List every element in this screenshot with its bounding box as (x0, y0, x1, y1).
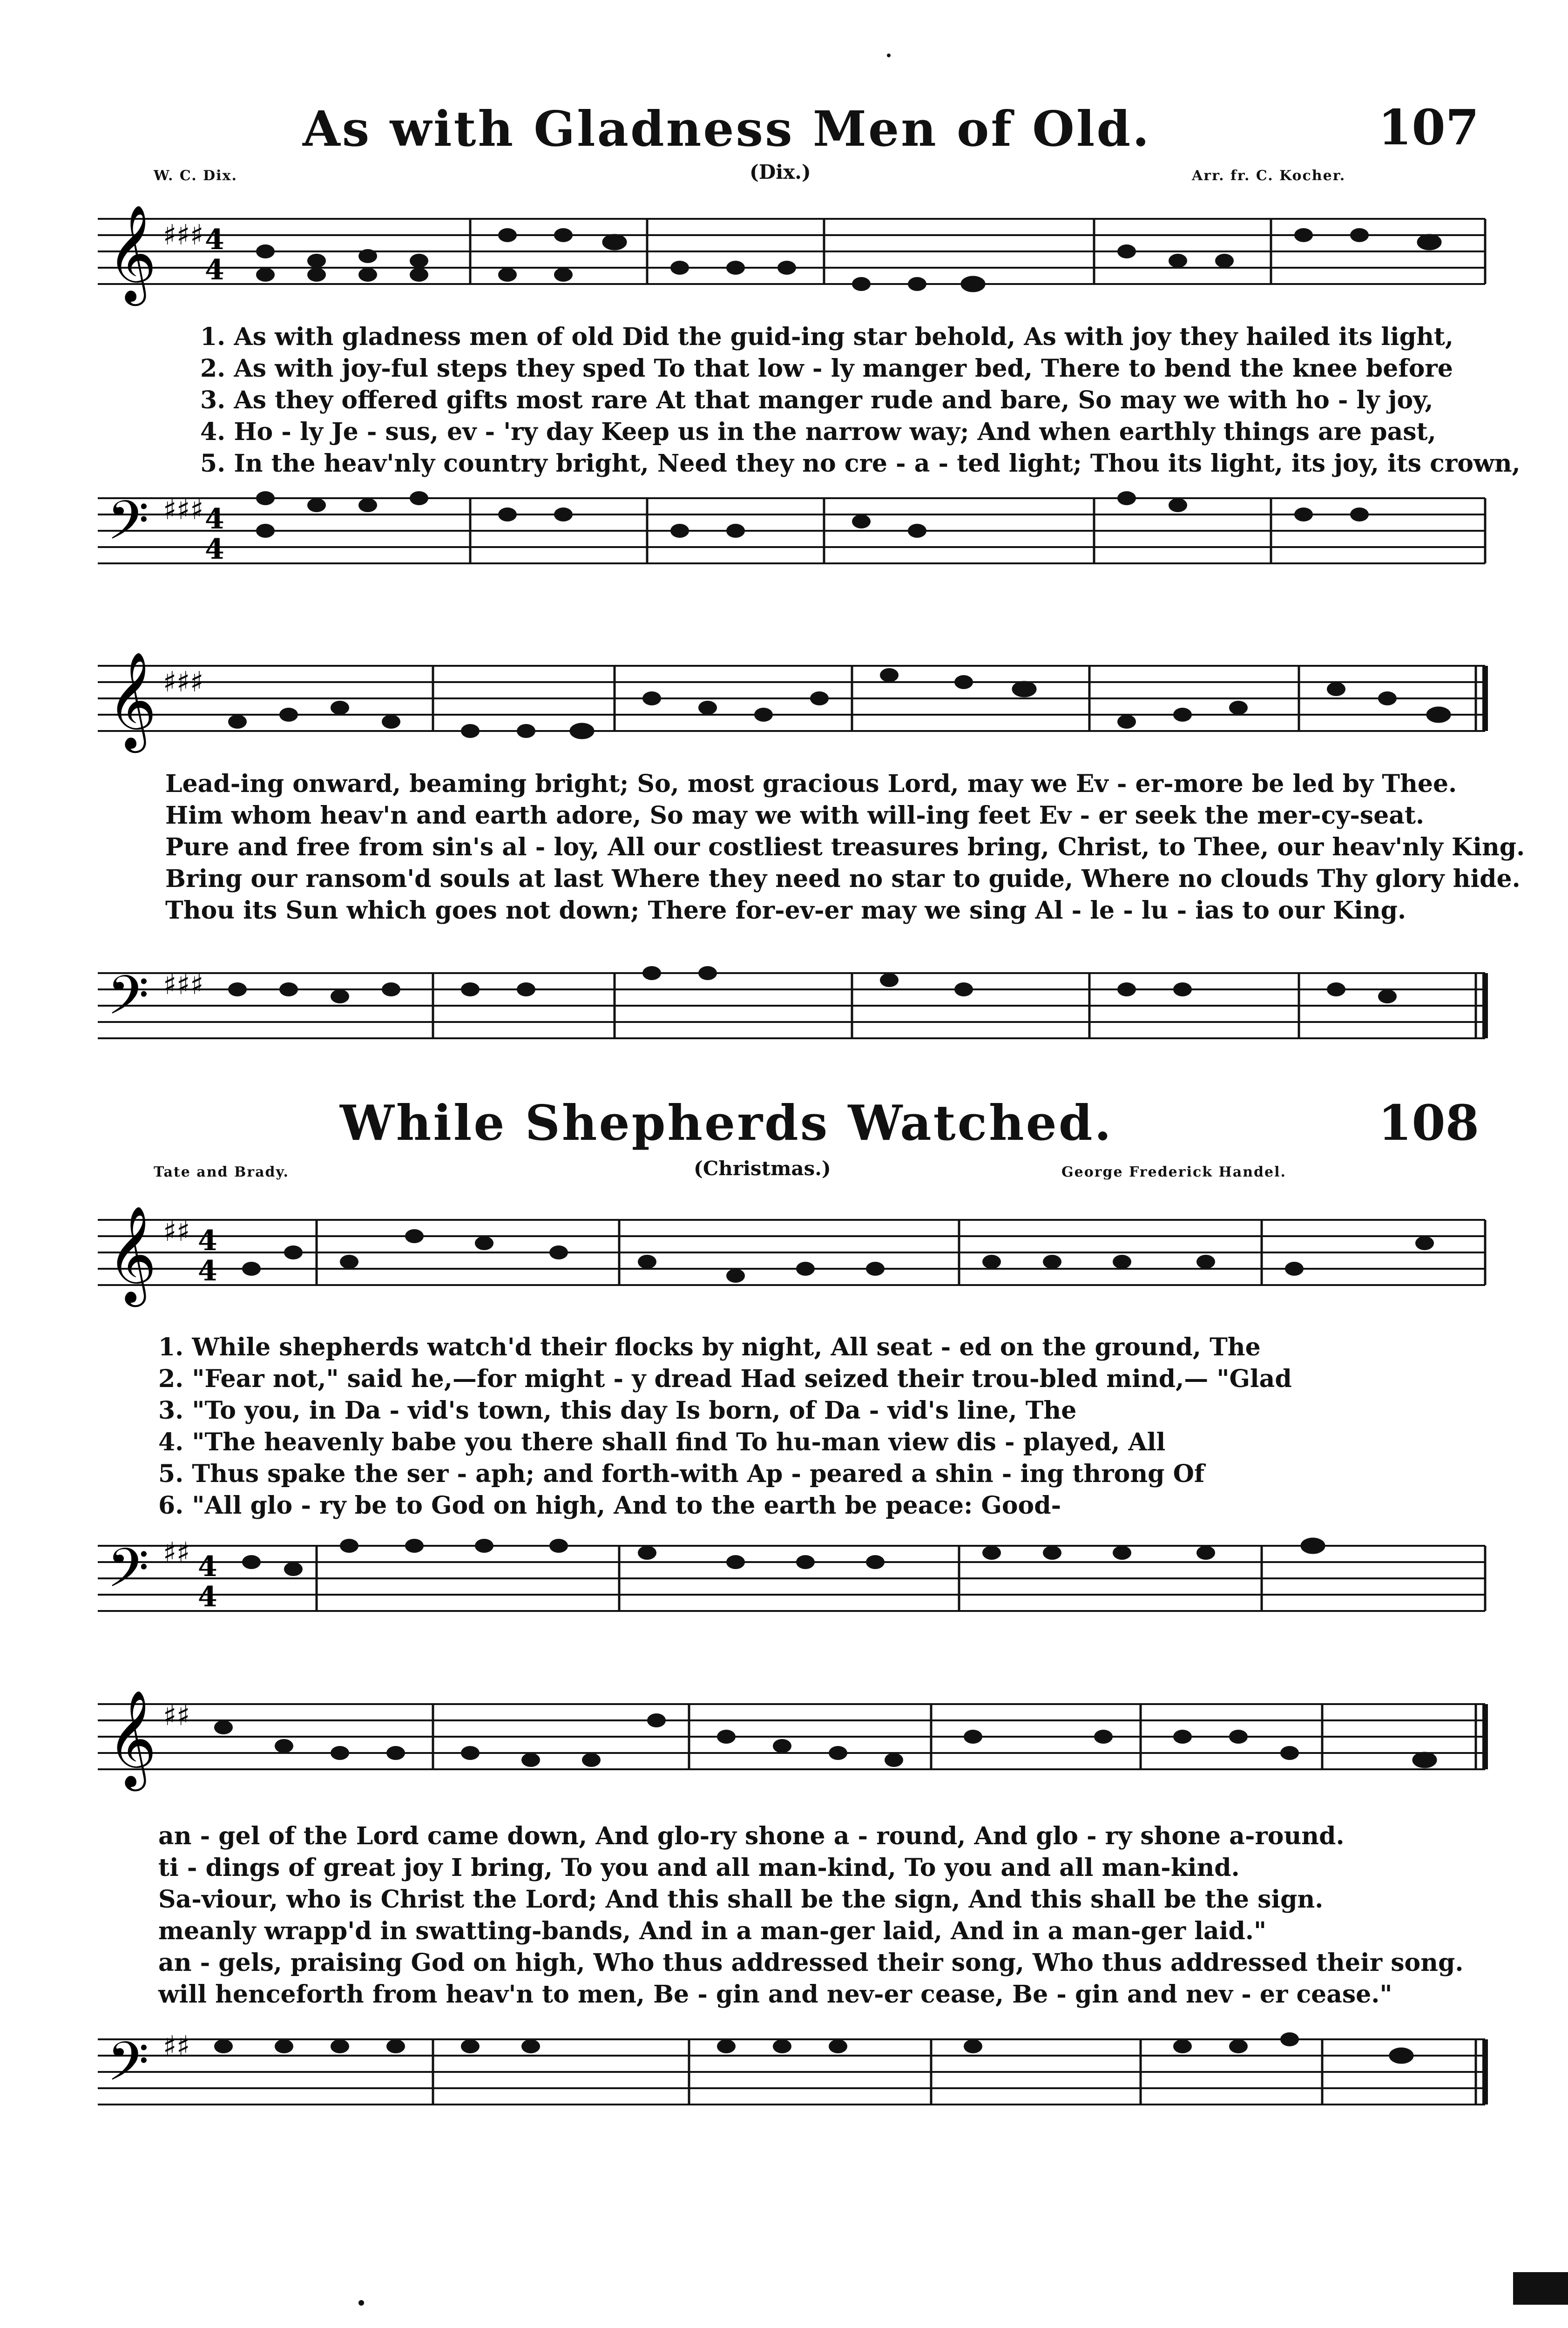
bass-clef-icon: 𝄢 (107, 489, 149, 565)
key-signature-sharps: ♯♯♯ (163, 219, 204, 251)
svg-text:4: 4 (198, 1225, 217, 1257)
lyric-line: Lead-ing onward, beaming bright; So, most gracious Lord, may we Ev - er-more be led by Thee. (165, 770, 1457, 798)
lyric-line: Sa-viour, who is Christ the Lord; And this shall be the sign, And this shall be the sign. (158, 1885, 1324, 1914)
lyric-line: 2. As with joy-ful steps they sped To that low - ly manger bed, There to bend the knee before (200, 354, 1453, 383)
lyric-line: Pure and free from sin's al - loy, All our costliest treasures bring, Christ, to Thee, our heav'nly King. (165, 833, 1525, 861)
hymn-107-bass-staff-1 (98, 480, 1490, 587)
lyric-line: 5. In the heav'nly country bright, Need they no cre - a - ted light; Thou its light, its joy, its crown, (200, 449, 1521, 478)
staff-lines (98, 219, 1485, 284)
lyric-line: 3. "To you, in Da - vid's town, this day Is born, of Da - vid's line, The (158, 1396, 1077, 1425)
svg-text:4: 4 (198, 1581, 217, 1613)
hymn-107-tune-name: (Dix.) (750, 161, 811, 183)
time-signature: 4 (205, 223, 224, 256)
svg-text:♯♯: ♯♯ (163, 2030, 190, 2063)
lyric-line: 1. As with gladness men of old Did the guid-ing star behold, As with joy they hailed its light, (200, 323, 1454, 351)
lyric-line: 4. Ho - ly Je - sus, ev - 'ry day Keep us in the narrow way; And when earthly things are past, (200, 418, 1436, 446)
svg-text:♯♯♯: ♯♯♯ (163, 666, 204, 698)
lyric-line: 3. As they offered gifts most rare At that manger rude and bare, So may we with ho - ly joy, (200, 386, 1433, 414)
hymn-107-bass-staff-2 (98, 954, 1490, 1062)
lyric-line: 1. While shepherds watch'd their flocks by night, All seat - ed on the ground, The (158, 1333, 1261, 1361)
hymn-107-lyrics-block-2 (165, 768, 1525, 927)
hymn-107-treble-staff-2 (98, 647, 1490, 754)
svg-text:♯♯: ♯♯ (163, 1215, 190, 1248)
hymn-108-composer: George Frederick Handel. (1061, 1164, 1286, 1180)
lyric-line: 5. Thus spake the ser - aph; and forth-with Ap - peared a shin - ing throng Of (158, 1460, 1205, 1488)
lyric-line: 6. "All glo - ry be to God on high, And to the earth be peace: Good- (158, 1491, 1061, 1520)
hymn-107-arranger: Arr. fr. C. Kocher. (1192, 168, 1346, 184)
hymn-107-treble-staff-1 (98, 200, 1490, 307)
note-heads (256, 228, 1440, 291)
hymn-107-author: W. C. Dix. (154, 168, 237, 184)
hymn-108-treble-staff-1 (98, 1201, 1490, 1308)
lyric-line: 2. "Fear not," said he,—for might - y dread Had seized their trou-bled mind,— "Glad (158, 1365, 1292, 1393)
lyric-line: Thou its Sun which goes not down; There for-ev-er may we sing Al - le - lu - ias to our King. (165, 896, 1406, 925)
svg-text:4: 4 (198, 1550, 217, 1583)
lyric-line: ti - dings of great joy I bring, To you and all man-kind, To you and all man-kind. (158, 1854, 1240, 1882)
bass-clef-icon: 𝄢 (107, 964, 149, 1040)
lyric-line: will henceforth from heav'n to men, Be - gin and nev-er cease, Be - gin and nev - er cease." (158, 1980, 1392, 2009)
page-speck (358, 2300, 364, 2306)
lyric-line: Him whom heav'n and earth adore, So may we with will-ing feet Ev - er seek the mer-cy-seat. (165, 801, 1425, 830)
time-signature-lower: 4 (205, 254, 224, 286)
treble-clef-icon: 𝄞 (107, 204, 157, 302)
hymn-108-title: While Shepherds Watched. (340, 1094, 1113, 1151)
lyric-line: meanly wrapp'd in swatting-bands, And in a man-ger laid, And in a man-ger laid." (158, 1917, 1267, 1945)
hymn-107-number: 107 (1378, 99, 1480, 156)
lyric-line: an - gel of the Lord came down, And glo-ry shone a - round, And glo - ry shone a-round. (158, 1822, 1345, 1850)
hymn-108-lyrics-block-2 (158, 1820, 1463, 2010)
svg-text:♯♯: ♯♯ (163, 1536, 190, 1569)
hymn-108-number: 108 (1378, 1094, 1480, 1151)
bass-clef-icon: 𝄢 (107, 2030, 149, 2106)
treble-clef-icon: 𝄞 (107, 1690, 157, 1787)
treble-clef-icon: 𝄞 (107, 651, 157, 749)
hymn-108-lyrics-block-1 (158, 1332, 1292, 1522)
key-signature-sharps: ♯♯♯ (163, 494, 204, 526)
svg-text:4: 4 (198, 1255, 217, 1287)
treble-clef-icon: 𝄞 (107, 1205, 157, 1303)
hymn-108-bass-staff-1 (98, 1527, 1490, 1634)
lyric-line: Bring our ransom'd souls at last Where they need no star to guide, Where no clouds Thy glory hide. (165, 865, 1521, 893)
lyric-line: an - gels, praising God on high, Who thus addressed their song, Who thus addressed their song. (158, 1949, 1464, 1977)
hymn-108-author: Tate and Brady. (154, 1164, 289, 1180)
hymn-108-bass-staff-2 (98, 2021, 1490, 2128)
page-speck (887, 54, 891, 57)
hymn-108-tune-name: (Christmas.) (694, 1157, 831, 1180)
hymn-107-lyrics-block-1 (200, 321, 1521, 480)
page-edge-mark (1513, 2272, 1568, 2305)
svg-text:♯♯♯: ♯♯♯ (163, 968, 204, 1001)
svg-text:4: 4 (205, 533, 224, 566)
lyric-line: 4. "The heavenly babe you there shall find To hu-man view dis - played, All (158, 1428, 1166, 1456)
hymn-108-treble-staff-2 (98, 1685, 1490, 1793)
svg-text:♯♯: ♯♯ (163, 1699, 190, 1732)
bass-clef-icon: 𝄢 (107, 1537, 149, 1613)
svg-text:4: 4 (205, 503, 224, 535)
hymn-107-title: As with Gladness Men of Old. (303, 100, 1151, 157)
